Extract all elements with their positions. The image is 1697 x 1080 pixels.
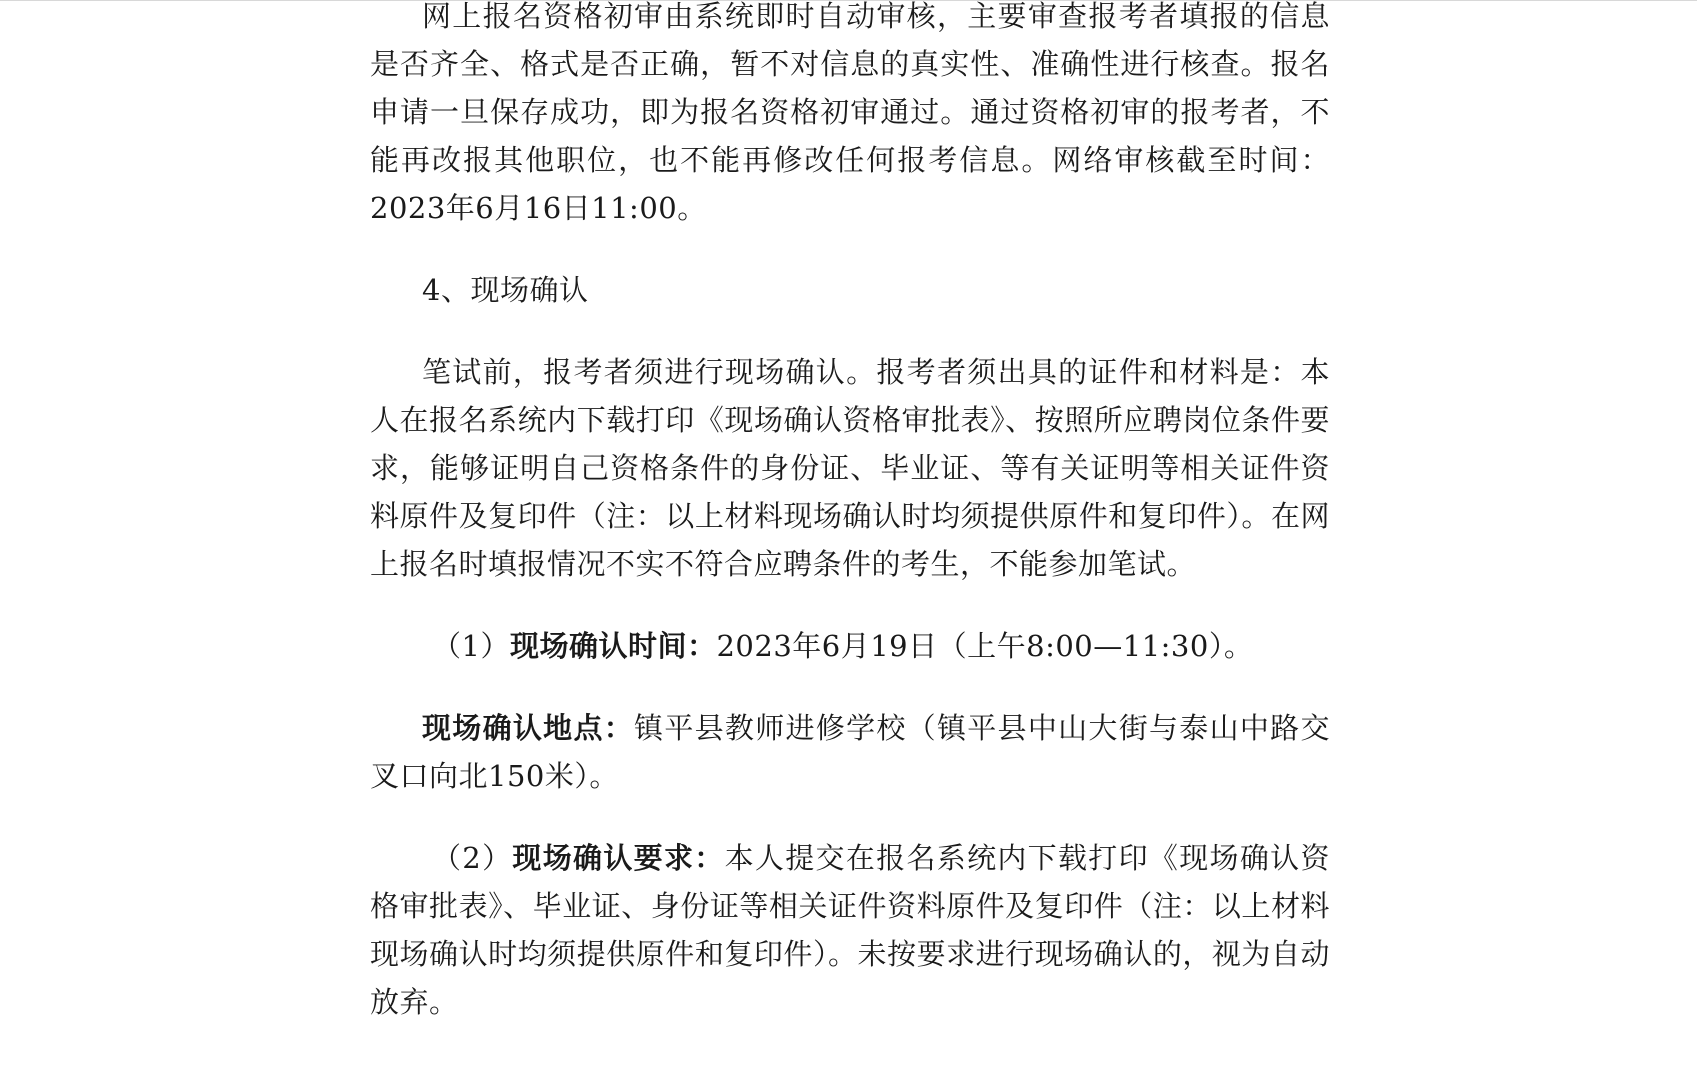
paragraph-confirmation-requirements: [370, 834, 1330, 1026]
confirmation-requirements-value: 本人提交在报名系统内下载打印《现场确认资格审批表》、毕业证、身份证等相关证件资料原件及复印件（注：以上材料现场确认时均须提供原件和复印件）。未按要求进行现场确认的，视为自动放弃。: [370, 841, 1330, 1019]
confirmation-location-value: 镇平县教师进修学校（镇平县中山大街与泰山中路交叉口向北150米）。: [370, 711, 1330, 793]
paragraph-confirmation-location: [370, 704, 1330, 800]
paragraph-initial-review: 网上报名资格初审由系统即时自动审核，主要审查报考者填报的信息是否齐全、格式是否正确，暂不对信息的真实性、准确性进行核查。报名申请一旦保存成功，即为报名资格初审通过。通过资格初审的报考者，不能再改报其他职位，也不能再修改任何报考信息。网络审核截至时间：2023年6月16日11:00。: [370, 0, 1330, 225]
section-heading-onsite-confirmation: 4、现场确认: [422, 273, 589, 307]
paragraph-gap: [370, 670, 1330, 704]
confirmation-time-label: 现场确认时间：: [509, 629, 717, 663]
paragraph-gap: [370, 800, 1330, 834]
confirmation-time-value: 2023年6月19日（上午8:00—11:30）。: [716, 629, 1254, 663]
paragraph-gap: [370, 232, 1330, 266]
confirmation-location-label: 现场确认地点：: [422, 711, 635, 745]
paragraph-confirmation-time: [370, 622, 1330, 670]
paragraph-gap: [370, 588, 1330, 622]
item-number: （1）: [432, 629, 510, 663]
item-number: （2）: [432, 841, 513, 875]
paragraph-gap: [370, 314, 1330, 348]
confirmation-requirements-label: 现场确认要求：: [512, 841, 725, 875]
paragraph-onsite-materials: 笔试前，报考者须进行现场确认。报考者须出具的证件和材料是：本人在报名系统内下载打印《现场确认资格审批表》、按照所应聘岗位条件要求，能够证明自己资格条件的身份证、毕业证、等有关证明等相关证件资料原件及复印件（注：以上材料现场确认时均须提供原件和复印件）。在网上报名时填报情况不实不符合应聘条件的考生，不能参加笔试。: [370, 355, 1330, 581]
document-body: [370, 0, 1330, 1026]
